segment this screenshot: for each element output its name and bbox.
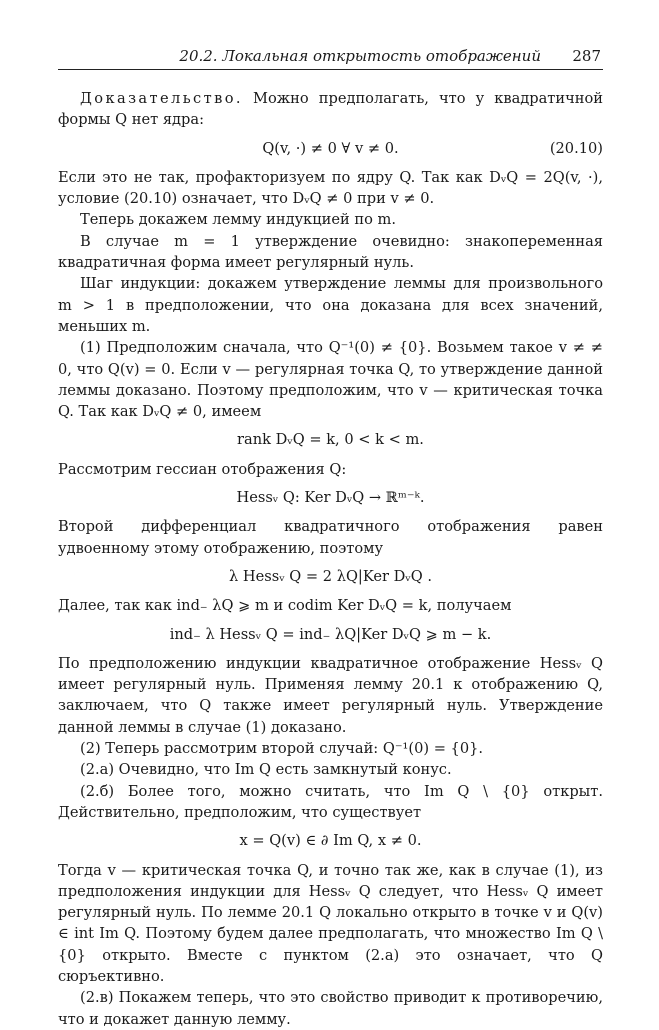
paragraph: (2.в) Покажем теперь, что это свойство приводит к противоречию, что и докажет данную лемму. (58, 989, 603, 1028)
proof-label: Доказательство. (80, 90, 243, 107)
paragraph: Далее, так как ind₋ λQ ⩾ m и codim Ker DᵥQ = k, получаем (58, 597, 512, 615)
paragraph: Второй дифференциал квадратичного отображения равен удвоенному этому отображению, поэтому (58, 518, 603, 557)
header-title: 20.2. Локальная открытость отображений (179, 47, 541, 65)
paragraph: Шаг индукции: докажем утверждение леммы для произвольного m > 1 в предположении, что она доказана для всех значений, меньших m. (58, 275, 603, 335)
equation-hessian: Hessᵥ Q: Ker DᵥQ → ℝᵐ⁻ᵏ. (236, 489, 425, 507)
equation-second-differential: λ Hessᵥ Q = 2 λQ|Ker DᵥQ . (229, 567, 432, 585)
proof-intro: Доказательство. Можно предполагать, что у квадратичной формы Q нет ядра: (58, 90, 603, 129)
paragraph: (2.а) Очевидно, что Im Q есть замкнутый конус. (80, 761, 452, 779)
paragraph: Если это не так, профакторизуем по ядру Q. Так как DᵥQ = 2Q(v, ·), условие (20.10) означает, что DᵥQ ≠ 0 при v ≠ 0. (58, 168, 603, 208)
equation-rank: rank DᵥQ = k, 0 < k < m. (237, 431, 424, 449)
equation-number: (20.10) (549, 139, 603, 157)
equation-index: ind₋ λ Hessᵥ Q = ind₋ λQ|Ker DᵥQ ⩾ m − k. (169, 625, 492, 643)
equation-20-10: Q(v, ·) ≠ 0 ∀ v ≠ 0. (20.10) (58, 138, 603, 159)
running-header (58, 47, 603, 70)
page-body (58, 88, 603, 1030)
paragraph: (2.б) Более того, можно считать, что Im Q \ {0} открыт. Действительно, предположим, что существует (58, 782, 603, 821)
paragraph: Тогда v — критическая точка Q, и точно так же, как в случае (1), из предположения индукции для Hessᵥ Q следует, что Hessᵥ Q имеет регулярный нуль. По лемме 20.1 Q локально открыто в точке v и Q(v) ∈ int Im Q. Поэтому будем далее предполагать, что множество Im Q \ {0} открыто. Вместе с пунктом (2.а) это означает, что Q сюръективно. (58, 861, 603, 985)
equation-boundary: x = Q(v) ∈ ∂ Im Q, x ≠ 0. (239, 832, 422, 850)
paragraph: В случае m = 1 утверждение очевидно: знакопеременная квадратичная форма имеет регулярный нуль. (58, 232, 603, 272)
paragraph: По предположению индукции квадратичное отображение Hessᵥ Q имеет регулярный нуль. Применяя лемму 20.1 к отображению Q, заключаем, что Q также имеет регулярный нуль. Утверждение данной леммы в случае (1) доказано. (58, 654, 603, 736)
paragraph: (1) Предположим сначала, что Q⁻¹(0) ≠ {0}. Возьмем такое v ≠ ≠ 0, что Q(v) = 0. Если v — регулярная точка Q, то утверждение данной леммы доказано. Поэтому предположим, что v — критическая точка Q. Так как DᵥQ ≠ 0, имеем (58, 339, 603, 421)
page-number: 287 (572, 47, 601, 65)
paragraph: Рассмотрим гессиан отображения Q: (58, 460, 347, 478)
paragraph: Теперь докажем лемму индукцией по m. (80, 211, 397, 229)
paragraph: (2) Теперь рассмотрим второй случай: Q⁻¹(0) = {0}. (80, 740, 484, 758)
